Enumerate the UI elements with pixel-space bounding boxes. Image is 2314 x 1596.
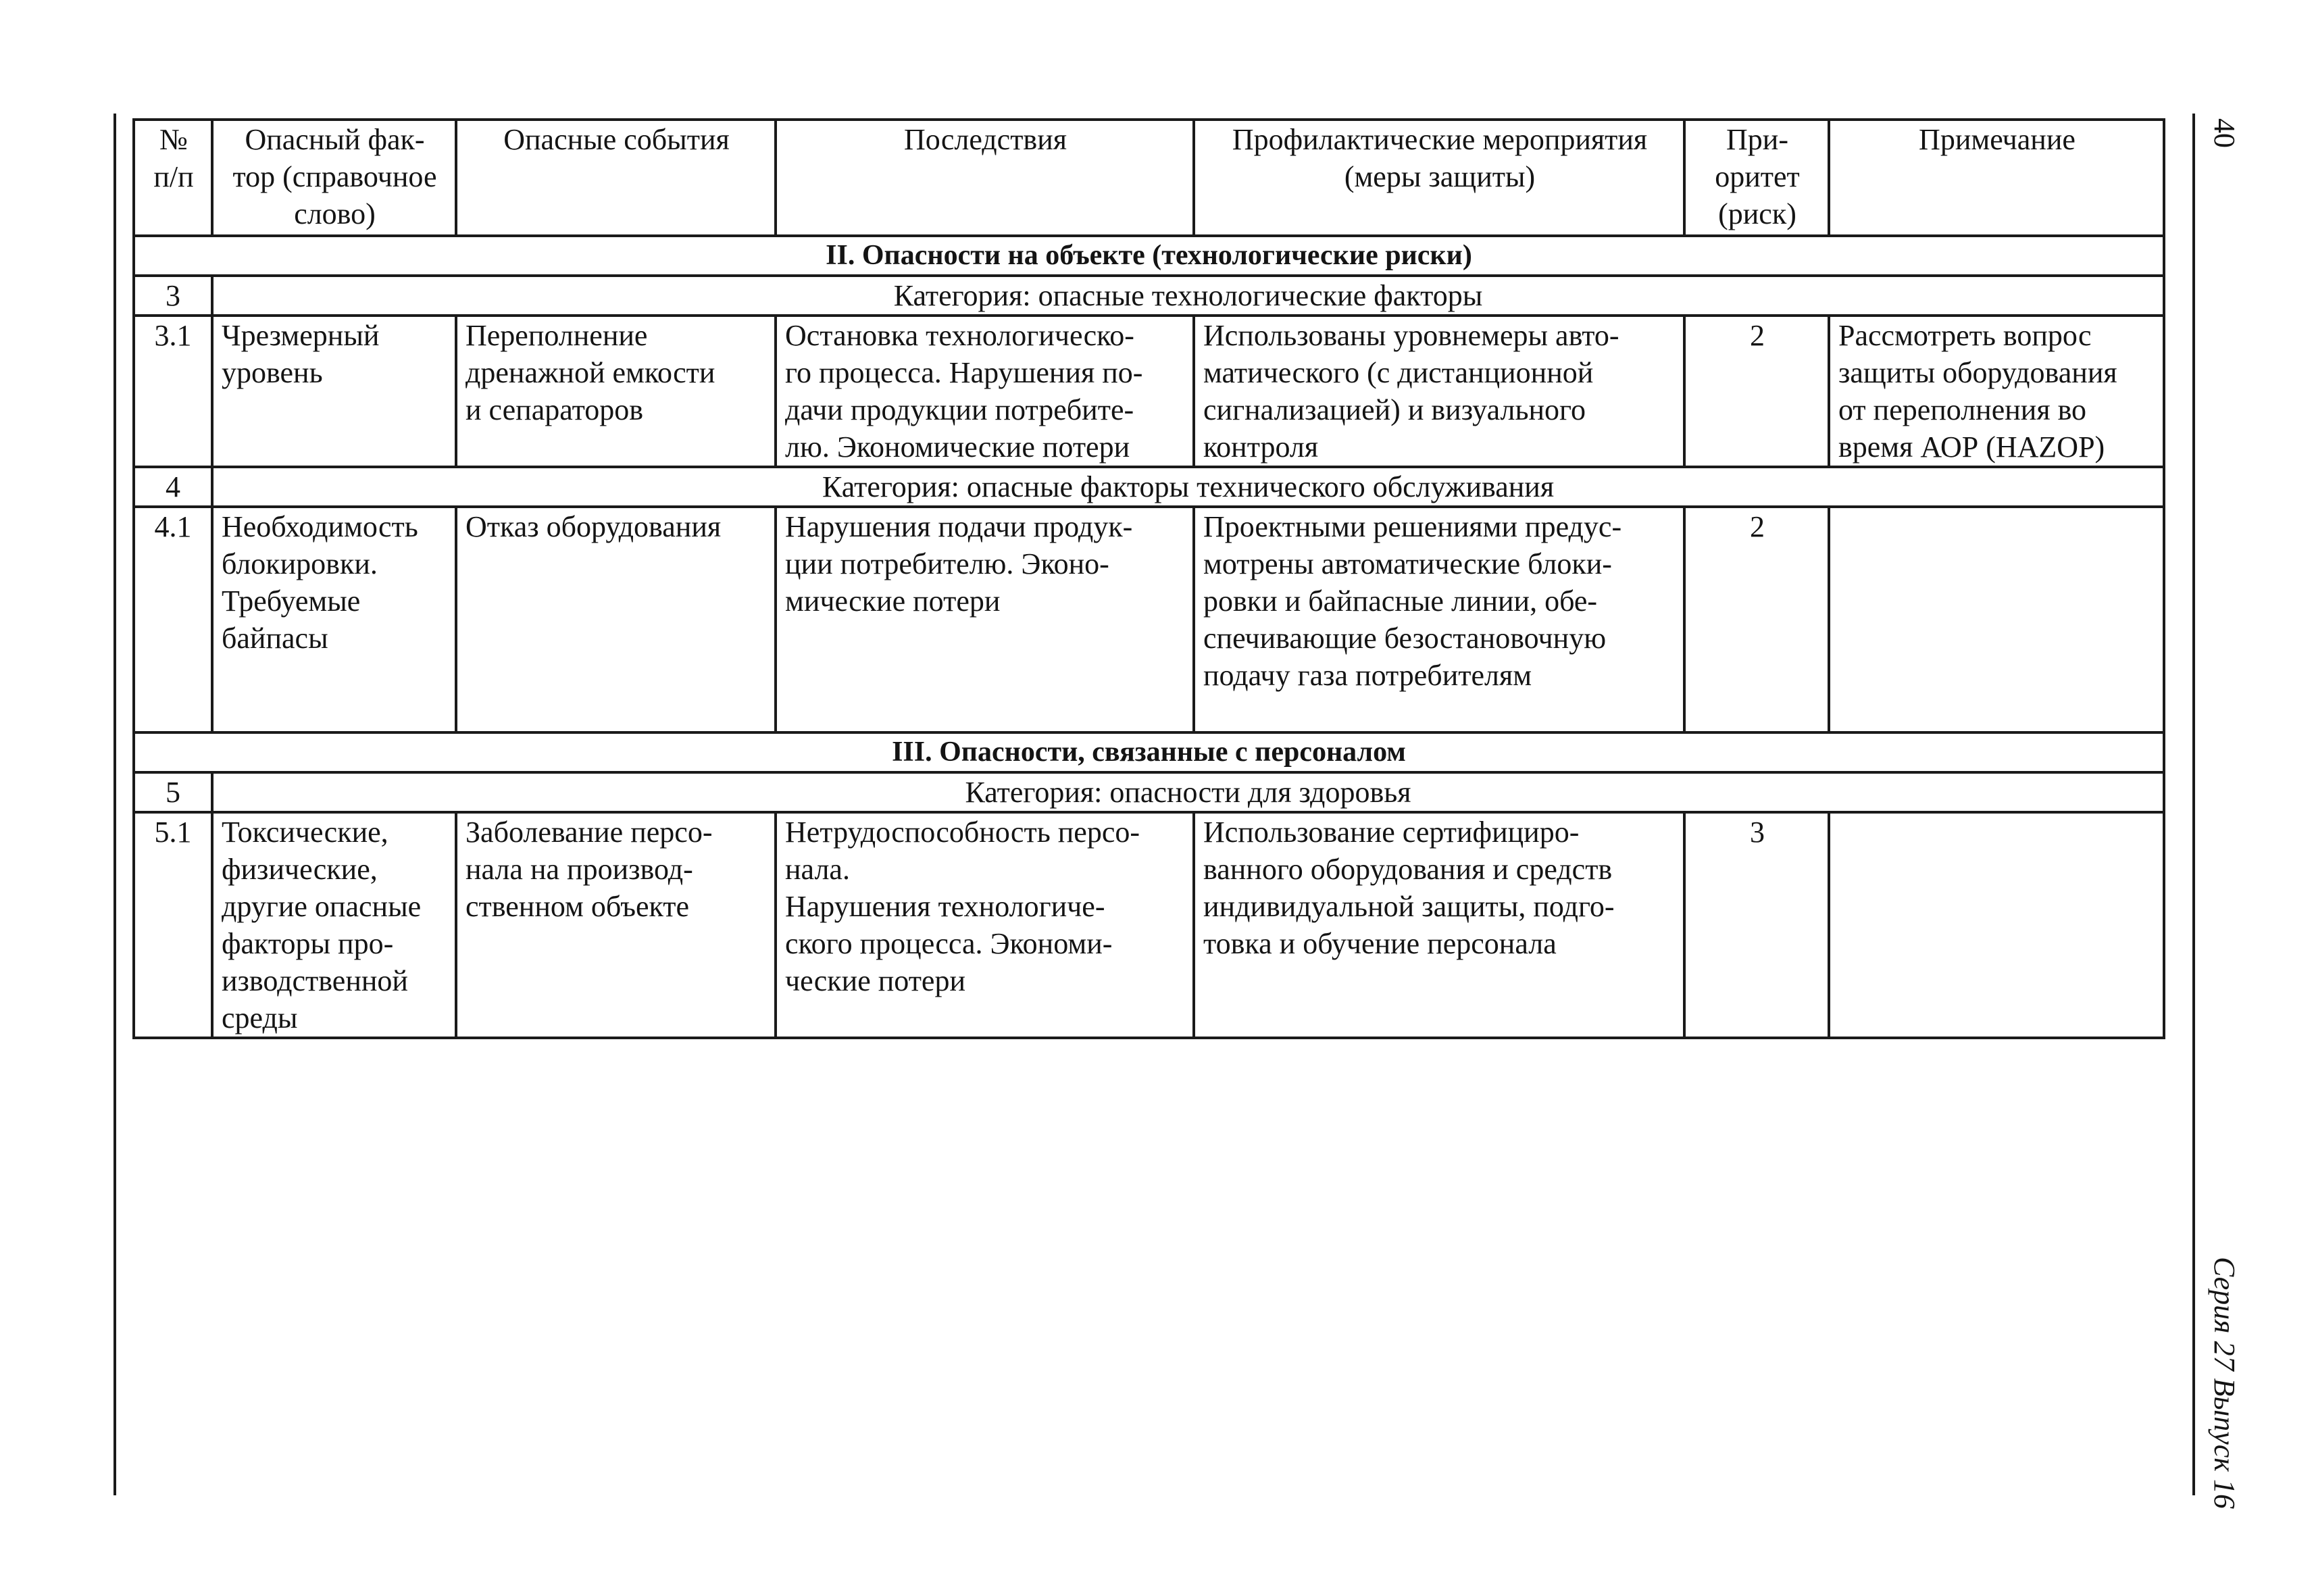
measures-cell: Использование сертифициро- ванного оборудования и средств индивидуальной защиты, подго- товка и обучение персонала bbox=[1194, 812, 1684, 1038]
note-cell: Рассмотреть вопрос защиты оборудования от переполнения во время АОР (HAZOP) bbox=[1829, 316, 2164, 467]
measures-cell: Использованы уровнемеры авто- матического (с дистанционной сигнализацией) и визуального контроля bbox=[1194, 316, 1684, 467]
category-row bbox=[134, 467, 2164, 507]
hazard-events-cell: Переполнение дренажной емкости и сепараторов bbox=[456, 316, 776, 467]
header-note: Примечание bbox=[1829, 120, 2164, 236]
category-number: 4 bbox=[134, 467, 212, 507]
header-number: № п/п bbox=[134, 120, 212, 236]
header-priority: При- оритет (риск) bbox=[1684, 120, 1829, 236]
priority-cell: 3 bbox=[1684, 812, 1829, 1038]
priority-cell: 2 bbox=[1684, 316, 1829, 467]
category-row bbox=[134, 772, 2164, 812]
category-number: 5 bbox=[134, 772, 212, 812]
header-measures: Профилактические мероприятия (меры защиты) bbox=[1194, 120, 1684, 236]
section-row bbox=[134, 236, 2164, 276]
header-hazard-events: Опасные события bbox=[456, 120, 776, 236]
category-label: Категория: опасности для здоровья bbox=[212, 772, 2164, 812]
row-number: 4.1 bbox=[134, 507, 212, 732]
category-row bbox=[134, 276, 2164, 316]
table-row bbox=[134, 316, 2164, 467]
hazard-events-cell: Заболевание персо- нала на производ- ственном объекте bbox=[456, 812, 776, 1038]
note-cell bbox=[1829, 812, 2164, 1038]
page-left-rule bbox=[114, 114, 116, 1495]
table-row bbox=[134, 507, 2164, 732]
priority-cell: 2 bbox=[1684, 507, 1829, 732]
page-number: 40 bbox=[2208, 118, 2241, 148]
consequences-cell: Нетрудоспособность персо- нала. Нарушения технологиче- ского процесса. Экономи- ческие потери bbox=[776, 812, 1194, 1038]
hazard-table bbox=[132, 118, 2165, 1039]
row-number: 5.1 bbox=[134, 812, 212, 1038]
hazard-factor-cell: Необходимость блокировки. Требуемые байпасы bbox=[212, 507, 456, 732]
hazard-factor-cell: Чрезмерный уровень bbox=[212, 316, 456, 467]
note-cell bbox=[1829, 507, 2164, 732]
table-header-row bbox=[134, 120, 2164, 236]
section-title-2: II. Опасности на объекте (технологические риски) bbox=[134, 236, 2164, 276]
category-label: Категория: опасные технологические факторы bbox=[212, 276, 2164, 316]
section-row bbox=[134, 732, 2164, 772]
series-label: Серия 27 Выпуск 16 bbox=[2208, 1257, 2241, 1509]
consequences-cell: Нарушения подачи продук- ции потребителю. Эконо- мические потери bbox=[776, 507, 1194, 732]
hazard-events-cell: Отказ оборудования bbox=[456, 507, 776, 732]
table-row bbox=[134, 812, 2164, 1038]
category-label: Категория: опасные факторы технического обслуживания bbox=[212, 467, 2164, 507]
section-title-3: III. Опасности, связанные с персоналом bbox=[134, 732, 2164, 772]
header-hazard-factor: Опасный фак- тор (справочное слово) bbox=[212, 120, 456, 236]
row-number: 3.1 bbox=[134, 316, 212, 467]
page-right-rule bbox=[2192, 114, 2195, 1495]
consequences-cell: Остановка технологическо- го процесса. Нарушения по- дачи продукции потребите- лю. Экономические потери bbox=[776, 316, 1194, 467]
header-consequences: Последствия bbox=[776, 120, 1194, 236]
hazard-table-container bbox=[132, 118, 2163, 1039]
hazard-factor-cell: Токсические, физические, другие опасные факторы про- изводственной среды bbox=[212, 812, 456, 1038]
measures-cell: Проектными решениями предус- мотрены автоматические блоки- ровки и байпасные линии, обе- спечивающие безостановочную подачу газа потребителям bbox=[1194, 507, 1684, 732]
category-number: 3 bbox=[134, 276, 212, 316]
